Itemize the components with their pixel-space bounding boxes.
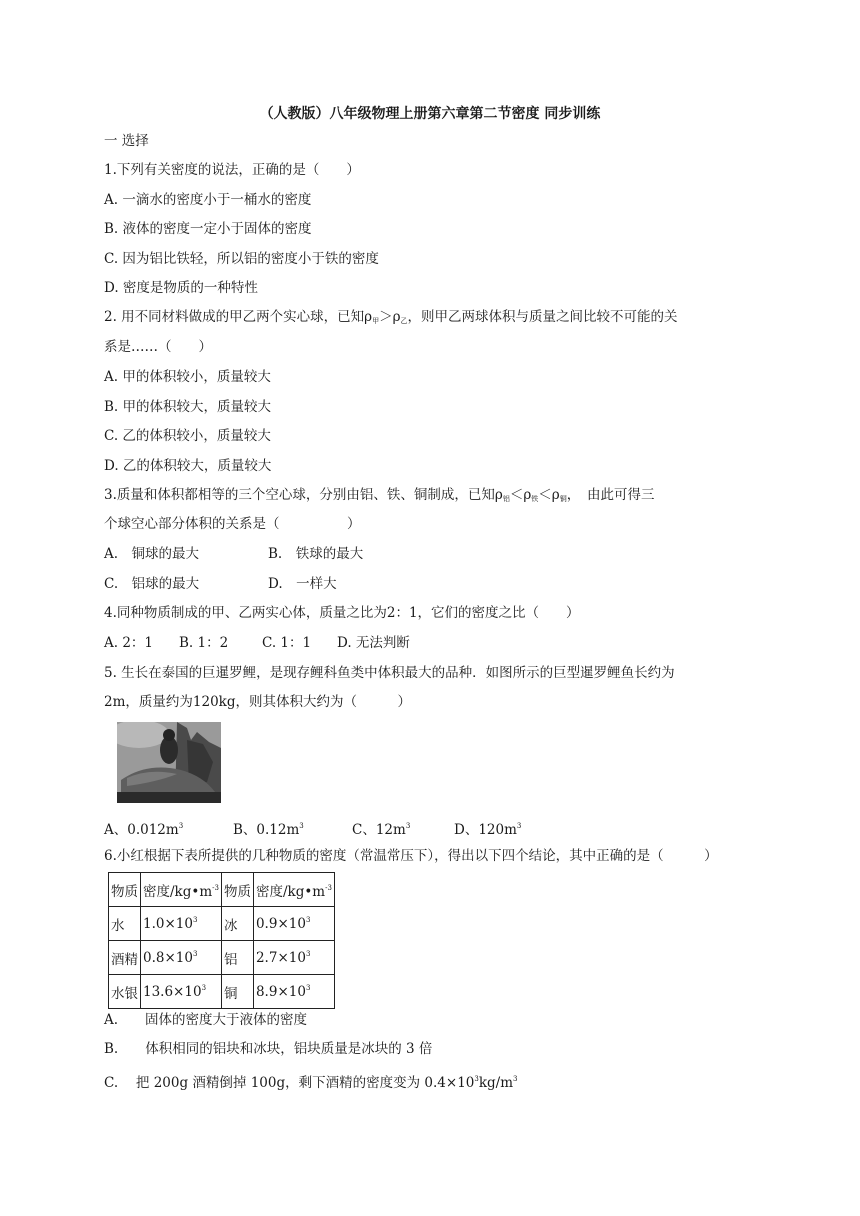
table-cell: 铝 xyxy=(221,941,253,975)
table-cell: $2.7\times 10^3$ xyxy=(253,941,334,975)
table-cell: 冰 xyxy=(221,907,253,941)
table-header-row xyxy=(109,873,335,907)
question-4-option-a: A. 2：1 xyxy=(104,635,154,651)
question-4-stem: 4.同种物质制成的甲、乙两实心体，质量之比为2：1，它们的密度之比（ ） xyxy=(104,605,580,621)
question-4-option-d: D. 无法判断 xyxy=(337,635,410,651)
question-3-option-c: C. 铝球的最大 xyxy=(104,576,200,592)
table-cell: 水 xyxy=(109,907,141,941)
table-row xyxy=(109,907,335,941)
table-cell: $0.9\times 10^3$ xyxy=(253,907,334,941)
table-cell: $8.9\times 10^3$ xyxy=(253,975,334,1009)
question-5-stem: 5. 生长在泰国的巨暹罗鲤，是现存鲤科鱼类中体积最大的品种．如图所示的巨型暹罗鲤鱼长约为 xyxy=(104,665,675,681)
giant-carp-image xyxy=(117,722,221,803)
table-cell: $1.0\times 10^3$ xyxy=(141,907,222,941)
table-header-cell: 密度$/kg•m^{-3}$ xyxy=(253,873,334,907)
question-1-option-c: C. 因为铝比铁轻，所以铝的密度小于铁的密度 xyxy=(104,251,379,267)
question-1-option-d: D. 密度是物质的一种特性 xyxy=(104,280,258,296)
table-header-cell: 物质 xyxy=(221,873,253,907)
table-header-cell: 密度$/kg•m^{-3}$ xyxy=(141,873,222,907)
section-heading: 一 选择 xyxy=(104,133,149,149)
question-3-option-a: A. 铜球的最大 xyxy=(104,546,200,562)
question-5-stem-line2: 2m，质量约为120kg，则其体积大约为（ ） xyxy=(104,694,411,710)
question-5-option-a: A、$0.012m^3$ xyxy=(104,822,184,838)
question-5-option-b: B、$0.12m^3$ xyxy=(233,822,304,838)
question-1-option-b: B. 液体的密度一定小于固体的密度 xyxy=(104,221,312,237)
table-header-cell: 物质 xyxy=(109,873,141,907)
question-3-option-d: D. 一样大 xyxy=(268,576,337,592)
density-table xyxy=(108,872,335,1009)
question-1-option-a: A. 一滴水的密度小于一桶水的密度 xyxy=(104,192,312,208)
table-row xyxy=(109,941,335,975)
question-2-option-d: D. 乙的体积较大，质量较大 xyxy=(104,458,272,474)
question-5-option-c: C、$12m^3$ xyxy=(352,822,411,838)
question-2-option-c: C. 乙的体积较小，质量较大 xyxy=(104,428,271,444)
question-6-option-b: B. 体积相同的铝块和冰块，铝块质量是冰块的 3 倍 xyxy=(104,1041,433,1057)
question-3-stem: 3.质量和体积都相等的三个空心球，分别由铝、铁、铜制成，已知$\rho_铝<\rho_铁<\rho_铜$， 由此可得三 xyxy=(104,487,655,503)
question-5-option-d: D、$120m^3$ xyxy=(454,822,522,838)
table-cell: $0.8\times 10^3$ xyxy=(141,941,222,975)
table-cell: 酒精 xyxy=(109,941,141,975)
table-cell: 水银 xyxy=(109,975,141,1009)
question-1-stem: 1.下列有关密度的说法，正确的是（ ） xyxy=(104,162,360,178)
table-row xyxy=(109,975,335,1009)
question-4-option-b: B. 1：2 xyxy=(179,635,229,651)
question-4-option-c: C. 1：1 xyxy=(262,635,312,651)
question-2-stem-line2: 系是……（ ） xyxy=(104,339,212,355)
table-cell: $13.6\times 10^3$ xyxy=(141,975,222,1009)
question-2-option-b: B. 甲的体积较大，质量较大 xyxy=(104,399,272,415)
question-2-stem: 2. 用不同材料做成的甲乙两个实心球，已知$\rho_甲>\rho_乙$，则甲乙两球体积与质量之间比较不可能的关 xyxy=(104,309,678,325)
table-cell: 铜 xyxy=(221,975,253,1009)
question-3-stem-line2: 个球空心部分体积的关系是（ ） xyxy=(104,516,361,532)
question-2-option-a: A. 甲的体积较小，质量较大 xyxy=(104,369,271,385)
question-6-option-a: A. 固体的密度大于液体的密度 xyxy=(104,1012,308,1028)
question-6-option-c: C. 把 200g 酒精倒掉 100g，剩下酒精的密度变为 $0.4\times 10^3kg/m^3$ xyxy=(104,1075,518,1091)
question-6-stem: 6.小红根据下表所提供的几种物质的密度（常温常压下），得出以下四个结论，其中正确的是（ ） xyxy=(104,848,718,864)
question-3-option-b: B. 铁球的最大 xyxy=(268,546,364,562)
giant-carp-photo xyxy=(117,722,221,803)
page-title: （人教版）八年级物理上册第六章第二节密度 同步训练 xyxy=(259,106,601,122)
